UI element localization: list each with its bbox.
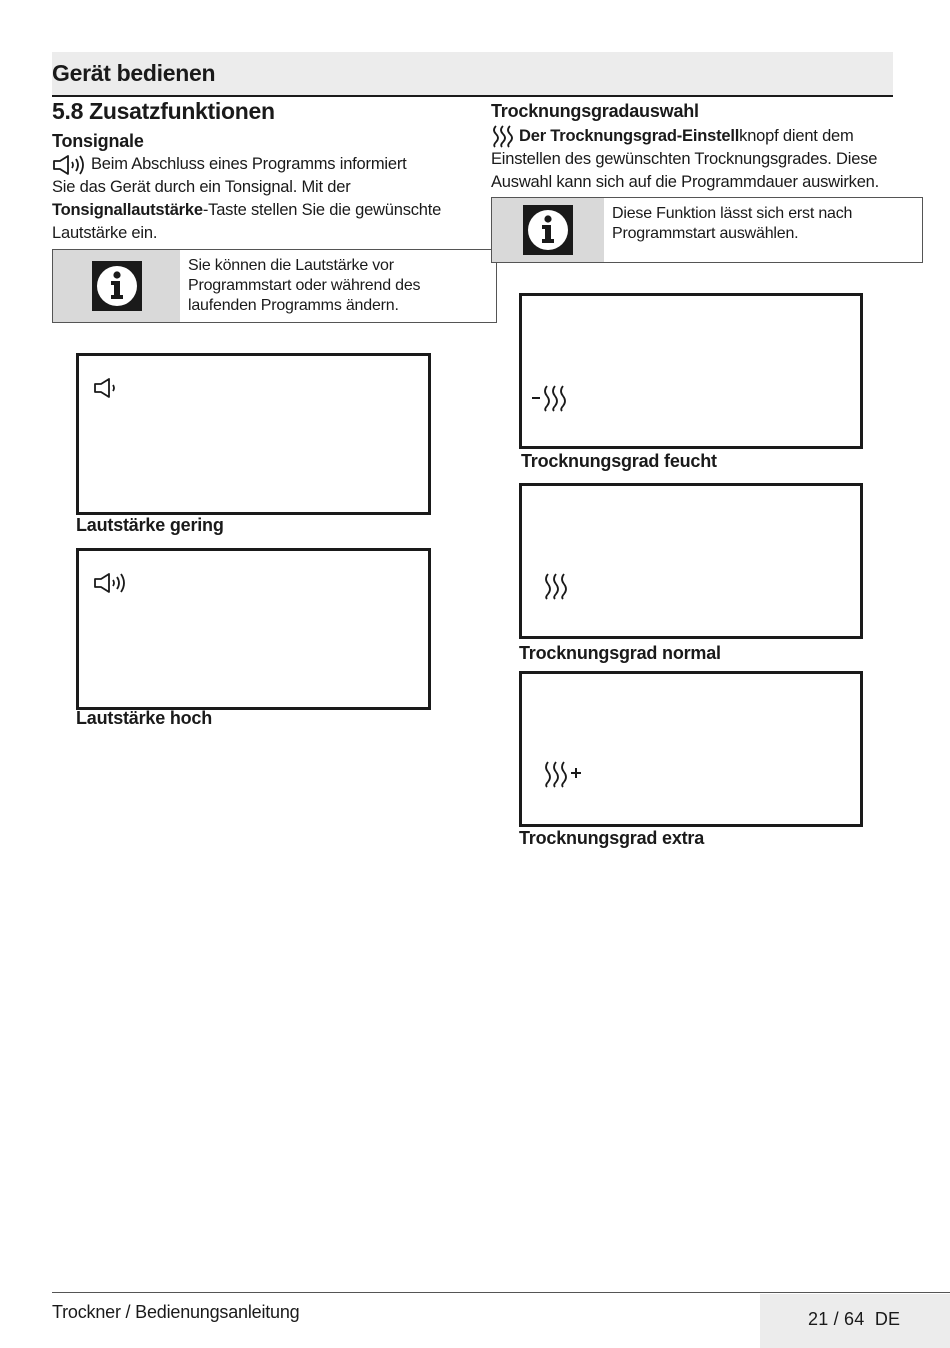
tonsignale-line-4: Lautstärke ein. [52,224,158,242]
speaker-high-icon [52,154,88,176]
drying-knob-name: Der Trocknungsgrad-Einstell [519,126,740,145]
info-line: laufenden Programms ändern. [188,297,399,314]
drying-paragraph [491,124,931,194]
section-title: 5.8 Zusatzfunktionen [52,98,275,124]
info-text-drying [604,198,860,262]
steam-plus-icon [542,760,588,788]
tonsignale-heading: Tonsignale [52,131,144,151]
speaker-low-icon [93,376,123,400]
drying-line-1-rest: knopf dient dem [739,126,854,145]
drying-line-3: Auswahl kann sich auf die Programmdauer auswirken. [491,173,880,191]
drying-heading: Trocknungsgradauswahl [491,101,699,121]
speaker-high-icon [93,571,133,595]
drying-line-2: Einstellen des gewünschten Trocknungsgrades. Diese [491,150,878,168]
steam-icon [542,572,574,600]
display-volume-high [76,548,431,710]
caption-volume-high: Lautstärke hoch [76,708,213,728]
tonsignale-line-2: Sie das Gerät durch ein Tonsignal. Mit der [52,178,351,196]
info-text-volume [180,250,428,322]
info-line: Diese Funktion lässt sich erst nach [612,205,853,222]
steam-icon [491,124,515,148]
info-line: Programmstart oder während des [188,277,421,294]
caption-drying-normal: Trocknungsgrad normal [519,643,721,663]
caption-volume-low: Lautstärke gering [76,515,224,535]
tonsignale-paragraph [52,153,482,245]
info-icon-area [53,250,180,322]
display-drying-extra [519,671,863,827]
display-drying-normal [519,483,863,639]
info-icon [523,205,573,255]
display-volume-low [76,353,431,515]
display-drying-damp [519,293,863,449]
info-icon [92,261,142,311]
page-header-title: Gerät bedienen [52,60,216,86]
info-box-drying [491,197,923,263]
volume-button-name: Tonsignallautstärke [52,201,203,219]
footer-document-title: Trockner / Bedienungsanleitung [52,1302,300,1322]
caption-drying-damp: Trocknungsgrad feucht [521,451,717,471]
info-icon-area [492,198,604,262]
page-number: 21 / 64 DE [808,1309,901,1329]
tonsignale-line-3-rest: -Taste stellen Sie die gewünschte [202,201,442,219]
steam-minus-icon [530,384,574,412]
info-box-volume [52,249,497,323]
info-line: Sie können die Lautstärke vor [188,257,394,274]
tonsignale-line-1: Beim Abschluss eines Programms informiert [91,155,407,173]
caption-drying-extra: Trocknungsgrad extra [519,828,705,848]
info-line: Programmstart auswählen. [612,225,799,242]
tonsignale-line-3 [52,199,482,222]
footer-rule [52,1292,950,1293]
